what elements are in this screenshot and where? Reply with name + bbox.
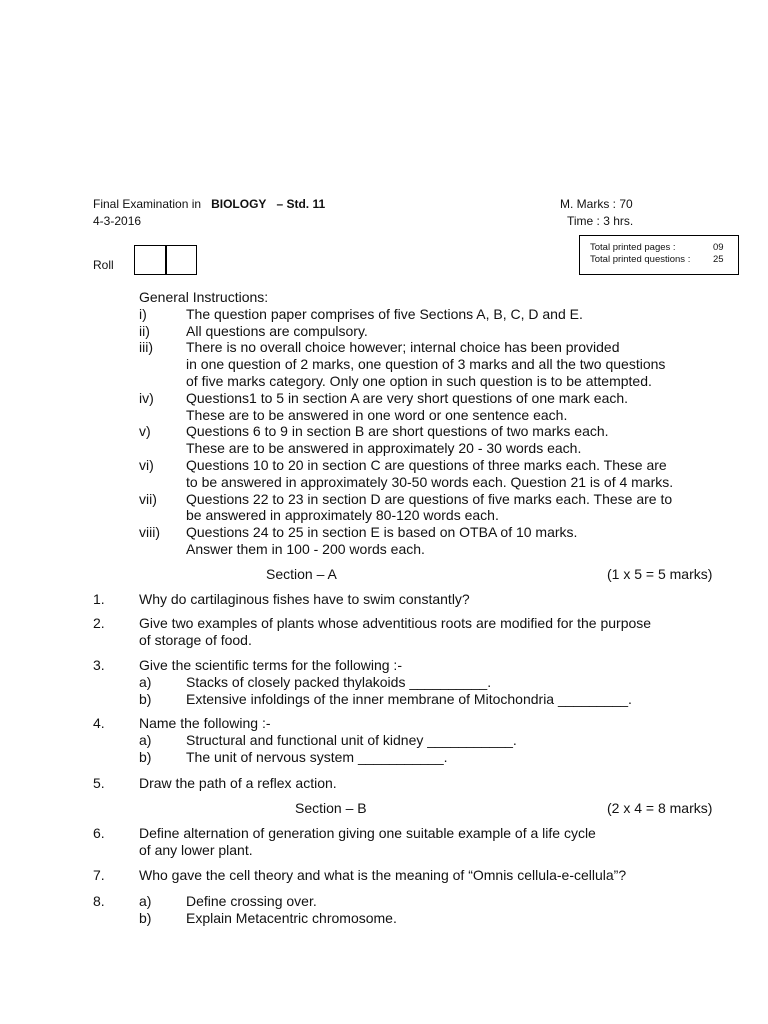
instruction-text: Questions 24 to 25 in section E is based on OTBA of 10 marks.: [186, 524, 578, 541]
question-number: 1.: [93, 591, 105, 607]
exam-prefix: Final Examination in: [93, 197, 202, 211]
exam-title: [93, 197, 325, 211]
instruction-text: Questions 22 to 23 in section D are questions of five marks each. These are to: [186, 490, 673, 507]
instruction-text: in one question of 2 marks, one question of 3 marks and all the two questions: [186, 356, 666, 373]
question-text: Define alternation of generation giving one suitable example of a life cycle: [139, 825, 596, 841]
question-text: Name the following :-: [139, 715, 271, 731]
sub-question-label: a): [139, 731, 152, 748]
sub-question-text: Explain Metacentric chromosome.: [186, 909, 397, 926]
instruction-text: to be answered in approximately 30-50 words each. Question 21 is of 4 marks.: [186, 473, 674, 490]
section-a-title: Section – A: [266, 566, 337, 582]
instruction-text: All questions are compulsory.: [186, 322, 368, 339]
section-b-marks: (2 x 4 = 8 marks): [607, 800, 713, 816]
sub-question-label: b): [139, 690, 152, 707]
printed-questions-value: 25: [713, 254, 724, 265]
question-number: 8.: [93, 893, 105, 909]
instruction-text: Questions 10 to 20 in section C are questions of three marks each. These are: [186, 457, 667, 473]
instruction-text: The question paper comprises of five Sections A, B, C, D and E.: [186, 305, 583, 322]
exam-std: – Std. 11: [276, 197, 326, 211]
question-text: Give the scientific terms for the following :-: [139, 657, 402, 673]
instruction-number: iv): [139, 389, 154, 406]
instruction-number: iii): [139, 339, 153, 356]
section-a-marks: (1 x 5 = 5 marks): [607, 566, 713, 582]
instruction-text: Questions1 to 5 in section A are very short questions of one mark each.: [186, 389, 629, 406]
instruction-text: of five marks category. Only one option in such question is to be attempted.: [186, 373, 652, 389]
sub-question-text: Extensive infoldings of the inner membrane of Mitochondria _________.: [186, 690, 632, 707]
sub-question-label: a): [139, 893, 152, 909]
instruction-text: Questions 6 to 9 in section B are short questions of two marks each.: [186, 423, 609, 440]
question-number: 7.: [93, 867, 105, 883]
question-number: 6.: [93, 825, 105, 841]
question-text: of storage of food.: [139, 631, 252, 648]
sub-question-text: Define crossing over.: [186, 893, 317, 909]
section-b-title: Section – B: [295, 800, 367, 816]
instruction-number: v): [139, 423, 151, 440]
question-text: Draw the path of a reflex action.: [139, 775, 337, 791]
instruction-text: Answer them in 100 - 200 words each.: [186, 541, 425, 557]
sub-question-text: Stacks of closely packed thylakoids __________.: [186, 673, 492, 690]
question-text: Give two examples of plants whose adventitious roots are modified for the purpose: [139, 615, 652, 631]
exam-subject: BIOLOGY: [211, 197, 267, 211]
roll-box-1[interactable]: [134, 245, 167, 275]
instruction-text: There is no overall choice however; internal choice has been provided: [186, 339, 620, 356]
question-number: 5.: [93, 775, 105, 791]
instruction-number: i): [139, 305, 147, 322]
sub-question-label: b): [139, 909, 152, 926]
question-text: Why do cartilaginous fishes have to swim constantly?: [139, 591, 470, 607]
instruction-number: viii): [139, 524, 160, 541]
instruction-number: vi): [139, 457, 154, 473]
sub-question-label: a): [139, 673, 152, 690]
question-text: Who gave the cell theory and what is the meaning of “Omnis cellula-e-cellula”?: [139, 867, 627, 883]
question-number: 2.: [93, 615, 105, 631]
instruction-number: vii): [139, 490, 157, 507]
roll-box-2[interactable]: [165, 245, 197, 275]
instructions-title: General Instructions:: [139, 289, 269, 305]
printed-questions-label: Total printed questions :: [590, 254, 691, 265]
sub-question-label: b): [139, 748, 152, 765]
instruction-number: ii): [139, 322, 150, 339]
max-marks: M. Marks : 70: [560, 197, 633, 211]
sub-question-text: Structural and functional unit of kidney ___________.: [186, 731, 517, 748]
instruction-text: These are to be answered in one word or one sentence each.: [186, 406, 568, 423]
sub-question-text: The unit of nervous system ___________.: [186, 748, 448, 765]
printed-pages-label: Total printed pages :: [590, 242, 676, 253]
exam-time: Time : 3 hrs.: [567, 214, 634, 228]
question-number: 4.: [93, 715, 105, 731]
question-text: of any lower plant.: [139, 841, 253, 858]
instruction-text: be answered in approximately 80-120 words each.: [186, 507, 499, 524]
question-number: 3.: [93, 657, 105, 673]
instruction-text: These are to be answered in approximately 20 - 30 words each.: [186, 440, 582, 457]
roll-label: Roll: [93, 258, 114, 272]
exam-date: 4-3-2016: [93, 214, 142, 228]
printed-pages-value: 09: [713, 242, 724, 253]
